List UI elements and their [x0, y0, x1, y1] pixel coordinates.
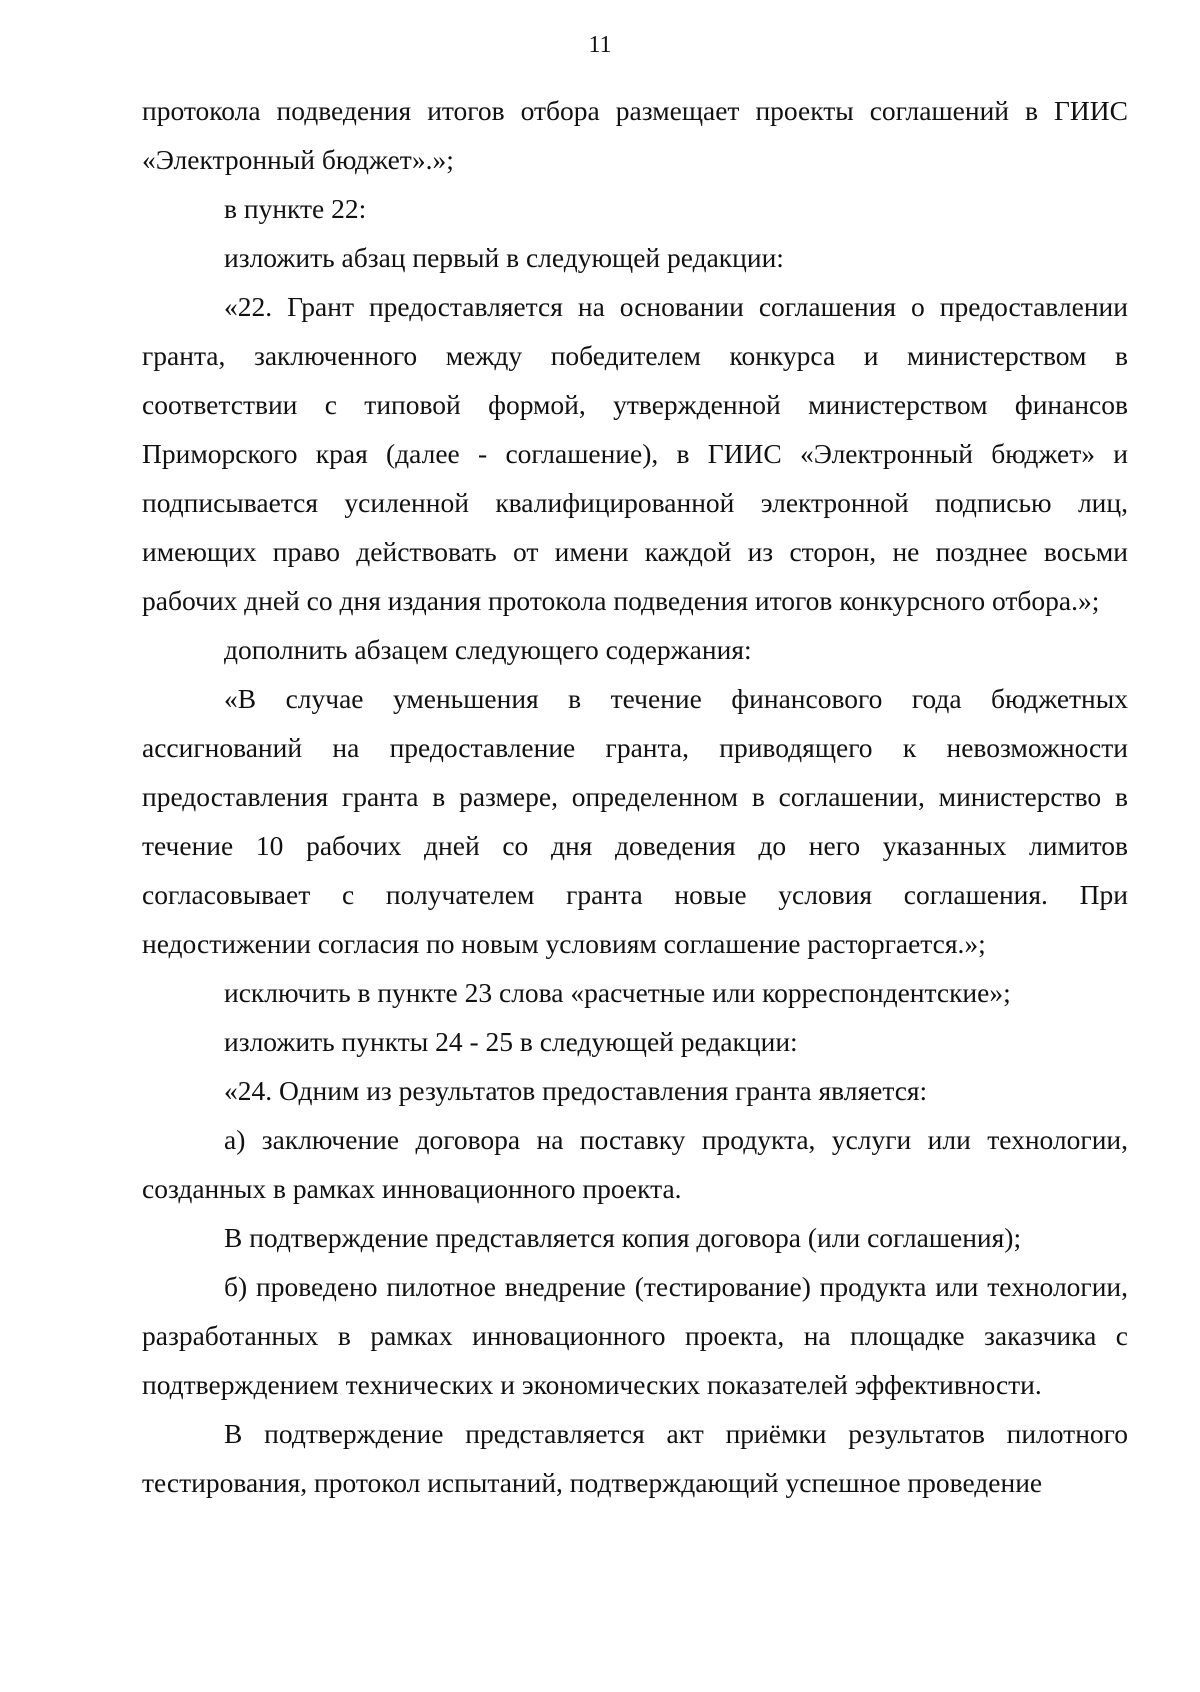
paragraph-items-24-25-instruction: изложить пункты 24 - 25 в следующей редакции:: [224, 1026, 798, 1057]
paragraph-subitem-a: а) заключение договора на поставку продукта, услуги или технологии, созданных в рамках инновационного проекта.: [142, 1124, 1128, 1204]
paragraph-subitem-b: б) проведено пилотное внедрение (тестирование) продукта или технологии, разработанных в рамках инновационного проекта, на площадке заказчика с подтверждением технических и экономических показателей эффективности.: [142, 1271, 1128, 1400]
paragraph-item-24-heading: «24. Одним из результатов предоставления гранта является:: [224, 1075, 928, 1106]
paragraph-reduction-case: «В случае уменьшения в течение финансового года бюджетных ассигнований на предоставление гранта, приводящего к невозможности предоставления гранта в размере, определенном в соглашении, министерство в течение 10 рабочих дней со дня доведения до него указанных лимитов согласовывает с получателем гранта новые условия соглашения. При недостижении согласия по новым условиям соглашение расторгается.»;: [142, 683, 1128, 959]
paragraph-instruction-add: дополнить абзацем следующего содержания:: [224, 634, 752, 665]
paragraph-continuation: протокола подведения итогов отбора размещает проекты соглашений в ГИИС «Электронный бюджет».»;: [142, 95, 1128, 175]
paragraph-instruction-first-paragraph: изложить абзац первый в следующей редакции:: [224, 242, 784, 273]
paragraph-item-22-text: «22. Грант предоставляется на основании соглашения о предоставлении гранта, заключенного между победителем конкурса и министерством в соответствии с типовой формой, утвержденной министерством финансов Приморского края (далее - соглашение), в ГИИС «Электронный бюджет» и подписывается усиленной квалифицированной электронной подписью лиц, имеющих право действовать от имени каждой из сторон, не позднее восьми рабочих дней со дня издания протокола подведения итогов конкурсного отбора.»;: [142, 291, 1128, 616]
page-number: 11: [588, 32, 612, 58]
document-body: [142, 86, 1128, 1507]
paragraph-item-22-intro: в пункте 22:: [224, 193, 367, 224]
paragraph-item-23-exclude: исключить в пункте 23 слова «расчетные или корреспондентские»;: [224, 977, 1011, 1008]
paragraph-confirmation-contract: В подтверждение представляется копия договора (или соглашения);: [224, 1222, 1022, 1253]
paragraph-confirmation-pilot: В подтверждение представляется акт приёмки результатов пилотного тестирования, протокол испытаний, подтверждающий успешное проведение: [142, 1418, 1128, 1498]
